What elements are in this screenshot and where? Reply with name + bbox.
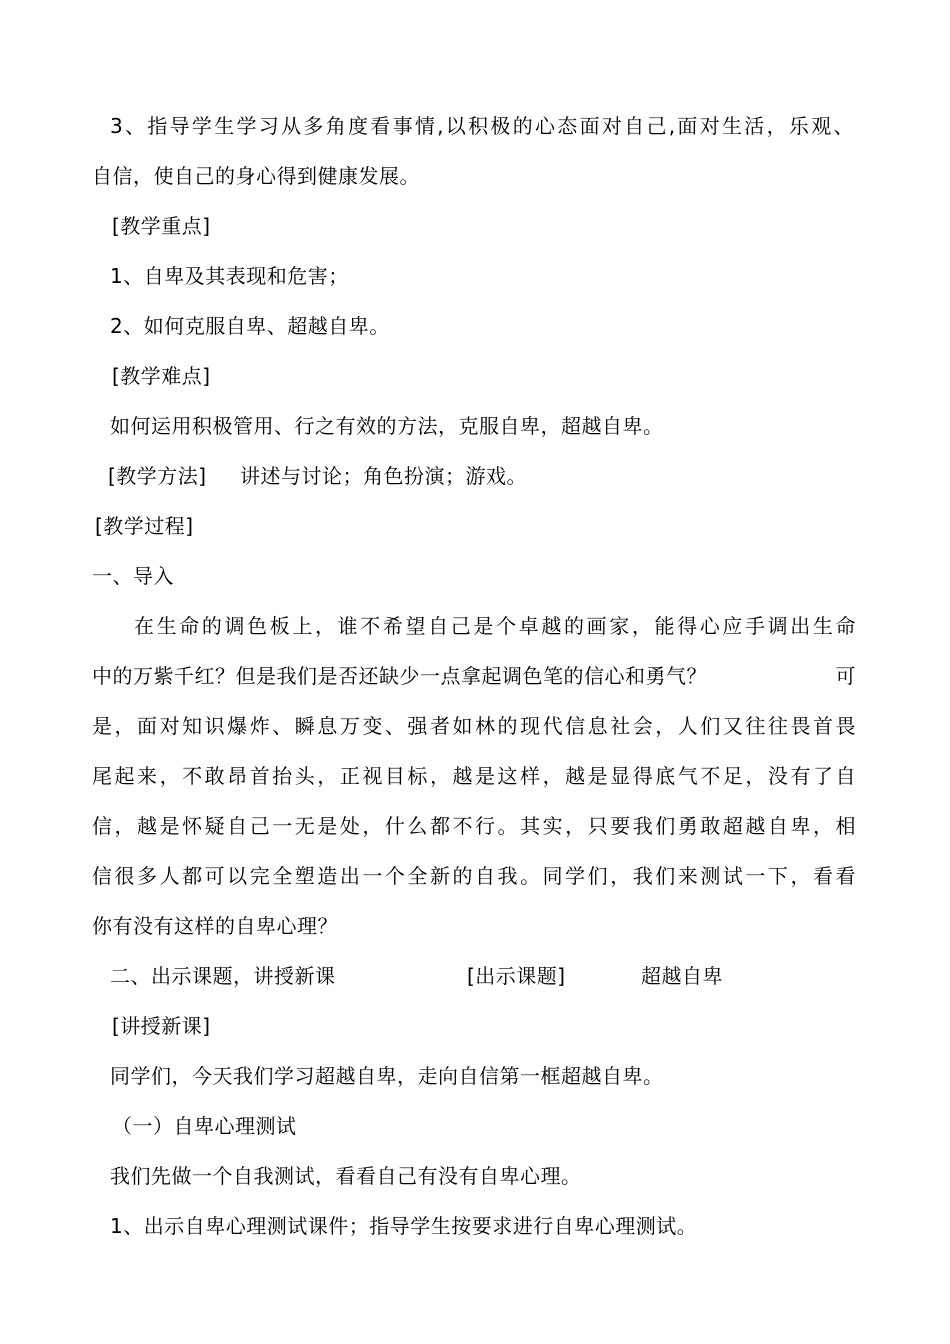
- methods-heading: [教学方法]: [108, 464, 207, 488]
- section2-heading: 二、出示课题，讲授新课: [110, 964, 336, 988]
- part1-text: 我们先做一个自我测试，看看自己有没有自卑心理。: [110, 1164, 582, 1188]
- objective-item-3-line-2: 自信，使自己的身心得到健康发展。: [92, 164, 420, 188]
- intro-paragraph-line-3: 是，面对知识爆炸、瞬息万变、强者如林的现代信息社会，人们又往往畏首畏: [92, 714, 856, 738]
- intro-paragraph-line-4: 尾起来，不敢昂首抬头，正视目标，越是这样，越是显得底气不足，没有了自: [92, 764, 856, 788]
- intro-paragraph-line-2-text: 中的万紫千红？但是我们是否还缺少一点拿起调色笔的信心和勇气？: [92, 664, 707, 688]
- process-heading: [教学过程]: [95, 514, 194, 538]
- key-point-1: 1、自卑及其表现和危害；: [110, 264, 349, 288]
- intro-paragraph-line-5: 信，越是怀疑自己一无是处，什么都不行。其实，只要我们勇敢超越自卑，相: [92, 814, 856, 838]
- intro-paragraph-line-2: [92, 663, 856, 689]
- methods-text: 讲述与讨论；角色扮演；游戏。: [240, 464, 527, 488]
- topic-title: 超越自卑: [641, 964, 723, 988]
- intro-paragraph-line-7: 你有没有这样的自卑心理？: [92, 914, 338, 938]
- topic-label: [出示课题]: [467, 964, 566, 988]
- part1-heading: （一）自卑心理测试: [112, 1114, 297, 1138]
- intro-paragraph-line-1: 在生命的调色板上，谁不希望自己是个卓越的画家，能得心应手调出生命: [134, 614, 856, 638]
- difficulties-text: 如何运用积极管用、行之有效的方法，克服自卑，超越自卑。: [110, 414, 664, 438]
- key-points-heading: [教学重点]: [112, 214, 211, 238]
- part1-item-1: 1、出示自卑心理测试课件；指导学生按要求进行自卑心理测试。: [110, 1214, 698, 1238]
- methods-row: [108, 463, 868, 489]
- objective-item-3-line-1: 3、指导学生学习从多角度看事情,以积极的心态面对自己,面对生活，乐观、: [110, 114, 854, 138]
- lecture-heading: [讲授新课]: [112, 1014, 211, 1038]
- section2-row: [110, 963, 750, 989]
- intro-heading: 一、导入: [92, 564, 174, 588]
- intro-paragraph-line-6: 信很多人都可以完全塑造出一个全新的自我。同学们，我们来测试一下，看看: [92, 864, 856, 888]
- intro-paragraph-line-2-end: 可: [835, 664, 856, 688]
- difficulties-heading: [教学难点]: [112, 364, 211, 388]
- lecture-text: 同学们，今天我们学习超越自卑，走向自信第一框超越自卑。: [110, 1064, 664, 1088]
- key-point-2: 2、如何克服自卑、超越自卑。: [110, 314, 390, 338]
